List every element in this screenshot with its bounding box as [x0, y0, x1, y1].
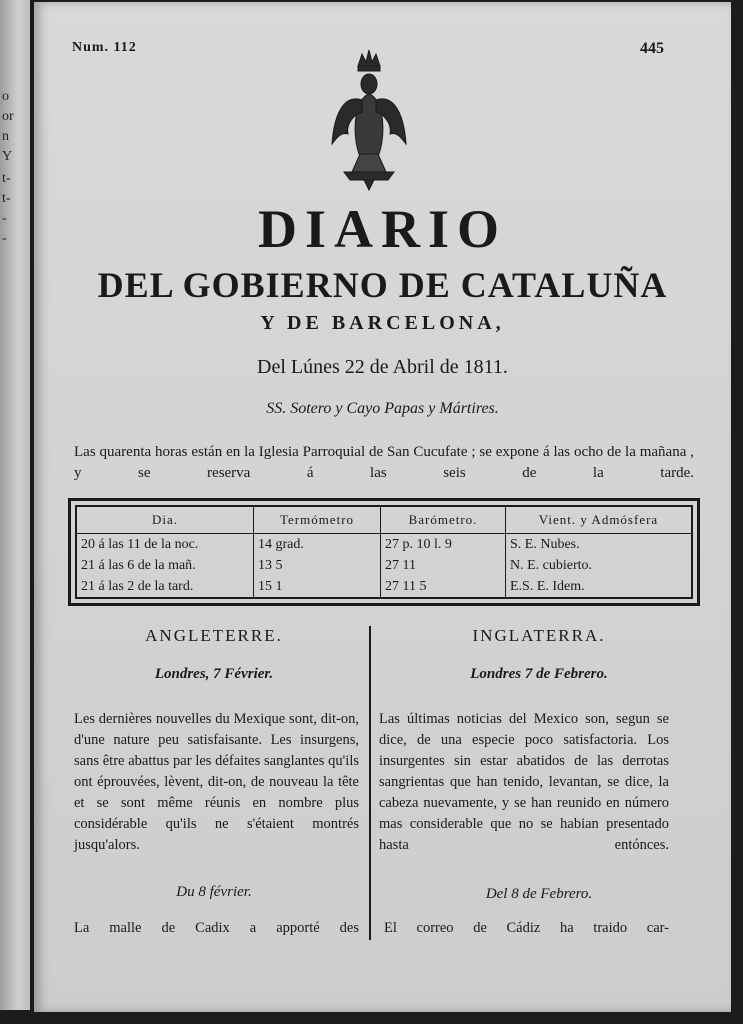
- weather-table: [68, 498, 700, 606]
- left-fragment: -: [2, 211, 7, 226]
- devotion-notice: Las quarenta horas están en la Iglesia Parroquial de San Cucufate ; se expone á las ocho de la mañana , y se reserva á las seis de la tarde.: [74, 444, 694, 481]
- spanish-article-body: Las últimas noticias del Mexico son, segun se dice, de una especie poco satisfactoria. Los insurgentes sin estar abatidos de las derrotas sangrientas que han tenido, levantan, se dice, la cabeza nuevamente, y se han reunido en número mas considerable que no se habian presentado hasta entónces.: [379, 711, 669, 853]
- crowned-eagle-icon: [324, 44, 414, 194]
- newspaper-page: [34, 2, 731, 1012]
- left-fragment: or: [2, 109, 14, 124]
- weather-cell: 21 á las 6 de la mañ.: [76, 555, 254, 576]
- weather-cell: 20 á las 11 de la noc.: [76, 534, 254, 556]
- weather-cell: 27 11 5: [381, 576, 506, 598]
- weather-header-wind: Vient. y Admósfera: [506, 506, 693, 534]
- french-article-body: Les dernières nouvelles du Mexique sont, dit-on, d'une nature peu satisfaisante. Les insurgens, sans être abattus par les défaites sanglantes qu'ils ont éprouvées, lèvent, dit-on, de nouveau la tête et se sont même réunis en nombre plus considérable qu'ils ne s'étaient montrés jusqu'alors.: [74, 711, 359, 853]
- weather-header-thermometer: Termómetro: [254, 506, 381, 534]
- table-row: [76, 555, 692, 576]
- spanish-dateline-2: Del 8 de Febrero.: [485, 886, 593, 902]
- masthead-title: DIARIO: [257, 199, 508, 259]
- weather-cell: 13 5: [254, 555, 381, 576]
- issue-number: Num. 112: [72, 40, 137, 55]
- table-row: [76, 534, 692, 556]
- weather-cell: 15 1: [254, 576, 381, 598]
- french-dateline-2: Du 8 février.: [176, 884, 252, 900]
- page-number: 445: [640, 40, 664, 57]
- column-divider: [369, 626, 371, 940]
- weather-cell: 21 á las 2 de la tard.: [76, 576, 254, 598]
- issue-date: Del Lúnes 22 de Abril de 1811.: [257, 356, 508, 378]
- spanish-heading: INGLATERRA.: [472, 626, 606, 645]
- weather-cell: S. E. Nubes.: [506, 534, 693, 556]
- left-fragment: Y: [2, 149, 13, 164]
- french-dateline: Londres, 7 Février.: [154, 666, 274, 682]
- saints-of-day: SS. Sotero y Cayo Papas y Mártires.: [266, 400, 499, 417]
- previous-page-edge: [0, 0, 30, 1010]
- left-fragment: o: [2, 89, 9, 104]
- table-row: [76, 576, 692, 598]
- masthead-city: Y DE BARCELONA,: [260, 312, 505, 334]
- left-fragment: n: [2, 129, 9, 144]
- weather-cell: N. E. cubierto.: [506, 555, 693, 576]
- weather-header-barometer: Barómetro.: [381, 506, 506, 534]
- left-fragment: t-: [2, 191, 11, 206]
- weather-cell: 27 11: [381, 555, 506, 576]
- weather-cell: 14 grad.: [254, 534, 381, 556]
- masthead-subtitle: DEL GOBIERNO DE CATALUÑA: [97, 265, 668, 305]
- french-continuation-line: La malle de Cadix a apporté des: [74, 920, 359, 936]
- weather-cell: 27 p. 10 l. 9: [381, 534, 506, 556]
- spanish-continuation-line: El correo de Cádiz ha traido car-: [384, 920, 669, 936]
- left-fragment: t-: [2, 171, 11, 186]
- weather-cell: E.S. E. Idem.: [506, 576, 693, 598]
- french-heading: ANGLETERRE.: [145, 626, 283, 645]
- weather-header-day: Dia.: [76, 506, 254, 534]
- left-fragment: -: [2, 231, 7, 246]
- spanish-dateline: Londres 7 de Febrero.: [470, 666, 608, 682]
